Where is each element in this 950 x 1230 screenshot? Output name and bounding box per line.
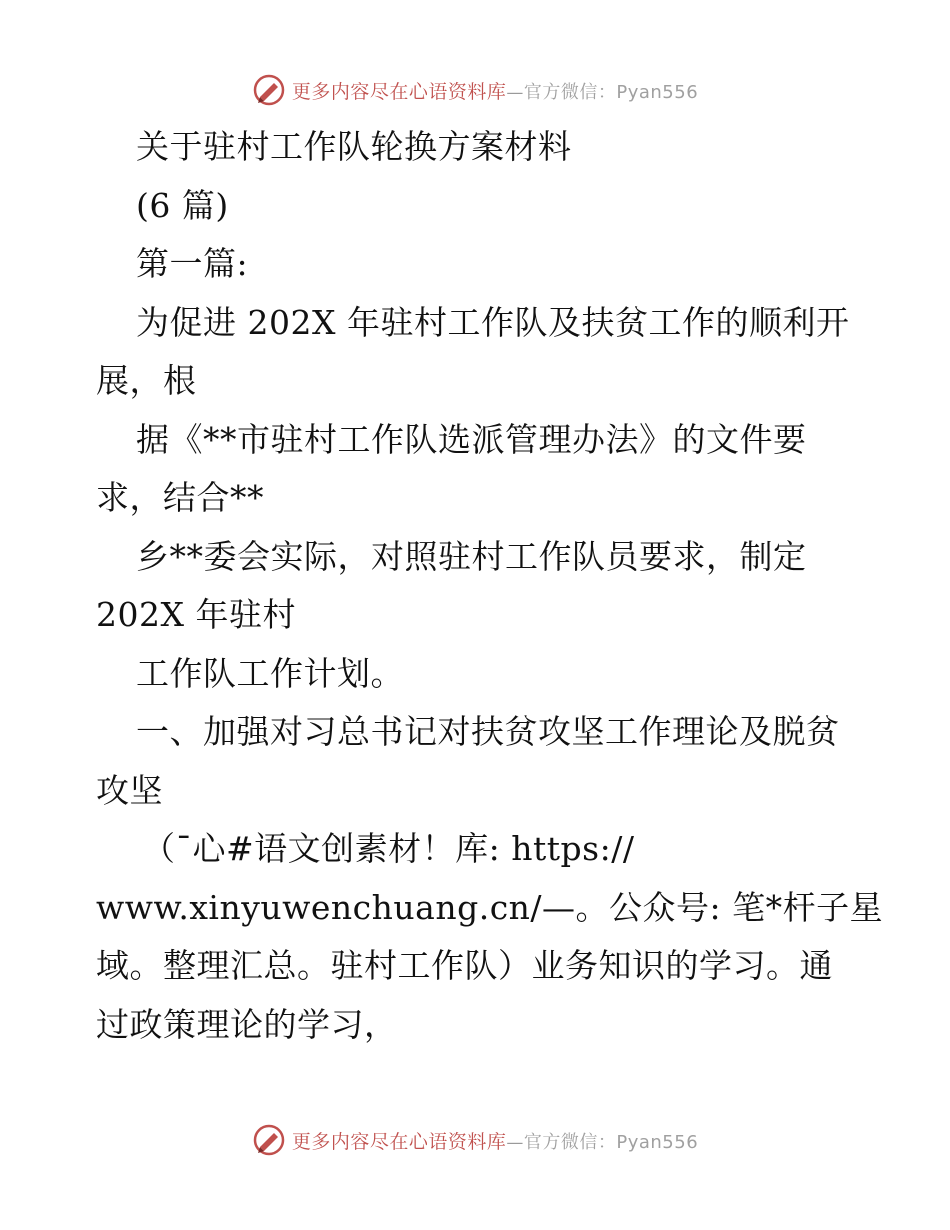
paragraph-line: 工作队工作计划。	[136, 653, 404, 693]
section-heading: 第一篇:	[136, 244, 249, 283]
pen-logo-icon	[252, 73, 286, 107]
document-body	[96, 118, 884, 1054]
paragraph-line: 乡**委会实际，对照驻村工作队员要求，制定	[136, 536, 807, 576]
pen-logo-icon	[252, 1123, 286, 1157]
banner-wechat-label: 官方微信：	[523, 1131, 617, 1153]
paragraph-line: 据《**市驻村工作队选派管理办法》的文件要	[136, 419, 807, 459]
header-banner	[0, 70, 950, 110]
banner-separator: —	[506, 82, 524, 103]
paragraph-line: 过政策理论的学习，	[96, 1004, 398, 1044]
banner-wechat-id: Pyan556	[616, 81, 699, 103]
paragraph-line: www.xinyuwenchuang.cn/—。公众号: 笔*杆子星	[96, 887, 884, 927]
banner-site-name: 更多内容尽在心语资料库	[291, 1130, 507, 1153]
paragraph-line: 域。整理汇总。驻村工作队）业务知识的学习。通	[96, 946, 833, 985]
banner-wechat-id: Pyan556	[616, 1131, 699, 1153]
document-count: (6 篇)	[136, 185, 229, 225]
paragraph-line: 为促进 202X 年驻村工作队及扶贫工作的顺利开	[136, 302, 850, 342]
banner-site-name: 更多内容尽在心语资料库	[291, 80, 507, 103]
paragraph-line: 求，结合**	[96, 478, 264, 517]
document-title: 关于驻村工作队轮换方案材料	[136, 127, 572, 166]
banner-text	[292, 77, 698, 104]
paragraph-line: 攻坚	[96, 770, 163, 810]
paragraph-line: （¯心#语文创素材！库: https://	[142, 829, 635, 868]
banner-wechat-label: 官方微信：	[523, 81, 617, 103]
footer-banner	[0, 1120, 950, 1160]
paragraph-line: 一、加强对习总书记对扶贫攻坚工作理论及脱贫	[136, 712, 840, 751]
paragraph-line: 展，根	[96, 361, 197, 400]
banner-separator: —	[506, 1132, 524, 1153]
paragraph-line: 202X 年驻村	[96, 595, 296, 634]
banner-text	[292, 1127, 698, 1154]
